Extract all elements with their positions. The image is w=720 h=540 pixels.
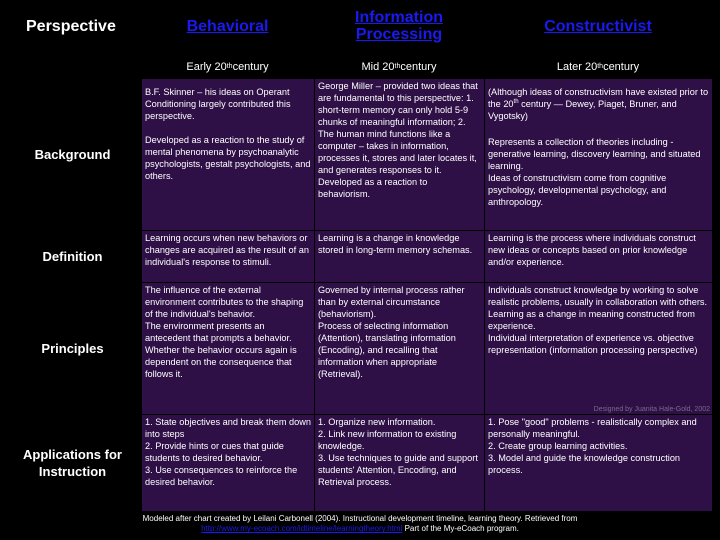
constructivist-header [484, 0, 712, 54]
background-behavioral-cell [141, 79, 314, 231]
behavioral-header [141, 0, 314, 54]
applications-information-processing-cell [314, 415, 484, 512]
background-row-label: Background [4, 79, 141, 231]
background-information-processing-text: George Miller – provided two ideas that are fundamental to this perspective: 1. short-term memory can only hold 5-9 chunks of meaningful information; 2. The human mind functions like a computer – takes in information, processes it, stores and later locates it, and generates responses to it. Developed as a reaction to behaviorism. [318, 81, 478, 199]
citation-line-2: http://www.my-ecoach.com/idtimeline/learningtheory.html Part of the My-eCoach program. [201, 524, 519, 534]
principles-behavioral-text: The influence of the external environment contributes to the shaping of the individual's behavior. The environment presents an antecedent that prompts a behavior. Whether the behavior occurs again is dependent on the consequence that follows it. [145, 285, 304, 379]
citation-line-1: Modeled after chart created by Leilani Carbonell (2004). Instructional development timeline, learning theory. Retrieved from [142, 514, 578, 523]
constructivist-header-link[interactable]: Constructivist [544, 17, 652, 35]
perspective-header-label: Perspective [26, 18, 116, 35]
background-information-processing-cell [314, 79, 484, 231]
definition-behavioral-text: Learning occurs when new behaviors or changes are acquired as the result of an individual's response to stimuli. [145, 233, 309, 267]
definition-information-processing-text: Learning is a change in knowledge stored in long-term memory schemas. [318, 233, 473, 255]
principles-information-processing-cell [314, 283, 484, 415]
background-constructivist-cell [484, 79, 712, 231]
applications-constructivist-cell [484, 415, 712, 512]
learning-theory-table [4, 0, 712, 512]
behavioral-header-link[interactable]: Behavioral [186, 17, 269, 35]
background-constructivist-text-2: Represents a collection of theories including - generative learning, discovery learning, and situated learning. Ideas of constructivism come from cognitive psychology, developmental psychology, and anthropology. [488, 136, 701, 207]
principles-row-label: Principles [4, 283, 141, 415]
citation-link[interactable]: http://www.my-ecoach.com/idtimeline/learningtheory.html [201, 524, 403, 534]
background-behavioral-text-2: Developed as a reaction to the study of mental phenomena by psychoanalytic psychologists, gestalt psychologists, and others. [145, 134, 311, 181]
information-processing-header-link[interactable]: Information Processing [355, 9, 443, 43]
era-label-empty [4, 54, 141, 79]
perspective-header [4, 0, 141, 54]
applications-constructivist-text: 1. Pose "good" problems - realistically complex and personally meaningful. 2. Create group learning activities. 3. Model and guide the knowledge construction process. [488, 417, 697, 475]
constructivist-era: Later 20 th century [484, 54, 712, 79]
principles-constructivist-text: Individuals construct knowledge by working to solve realistic problems, usually in collaboration with others. Learning as a change in meaning constructed from experience. Individual interpretation of experience vs. objective representation (information processing perspective) [488, 285, 708, 355]
designer-watermark: Designed by Juanita Hale-Gold, 2002 [593, 405, 710, 413]
information-processing-header [314, 0, 484, 54]
principles-information-processing-text: Governed by internal process rather than by external circumstance (behaviorism). Process of selecting information (Attention), translating information (Encoding), and recalling that information when appropriate (Retrieval). [318, 285, 465, 379]
background-constructivist-text-1: (Although ideas of constructivism have existed prior to the 20th century — Dewey, Piaget, Bruner, and Vygotsky) [488, 87, 709, 121]
definition-row-label: Definition [4, 231, 141, 283]
information-processing-era: Mid 20 th century [314, 54, 484, 79]
definition-information-processing-cell [314, 231, 484, 283]
behavioral-era: Early 20 th century [141, 54, 314, 79]
applications-information-processing-text: 1. Organize new information. 2. Link new information to existing knowledge. 3. Use techniques to guide and support students' Attention, Encoding, and Retrieval process. [318, 417, 478, 487]
principles-constructivist-cell [484, 283, 712, 415]
definition-constructivist-cell [484, 231, 712, 283]
principles-behavioral-cell [141, 283, 314, 415]
definition-behavioral-cell [141, 231, 314, 283]
applications-row-label: Applications for Instruction [4, 415, 141, 512]
background-behavioral-text-1: B.F. Skinner – his ideas on Operant Conditioning largely contributed this perspective. [145, 87, 291, 121]
definition-constructivist-text: Learning is the process where individuals construct new ideas or concepts based on prior knowledge and/or experience. [488, 233, 696, 267]
applications-behavioral-text: 1. State objectives and break them down into steps 2. Provide hints or cues that guide students to desired behavior. 3. Use consequences to reinforce the desired behavior. [145, 417, 311, 487]
citation-footer [0, 514, 720, 535]
applications-behavioral-cell [141, 415, 314, 512]
